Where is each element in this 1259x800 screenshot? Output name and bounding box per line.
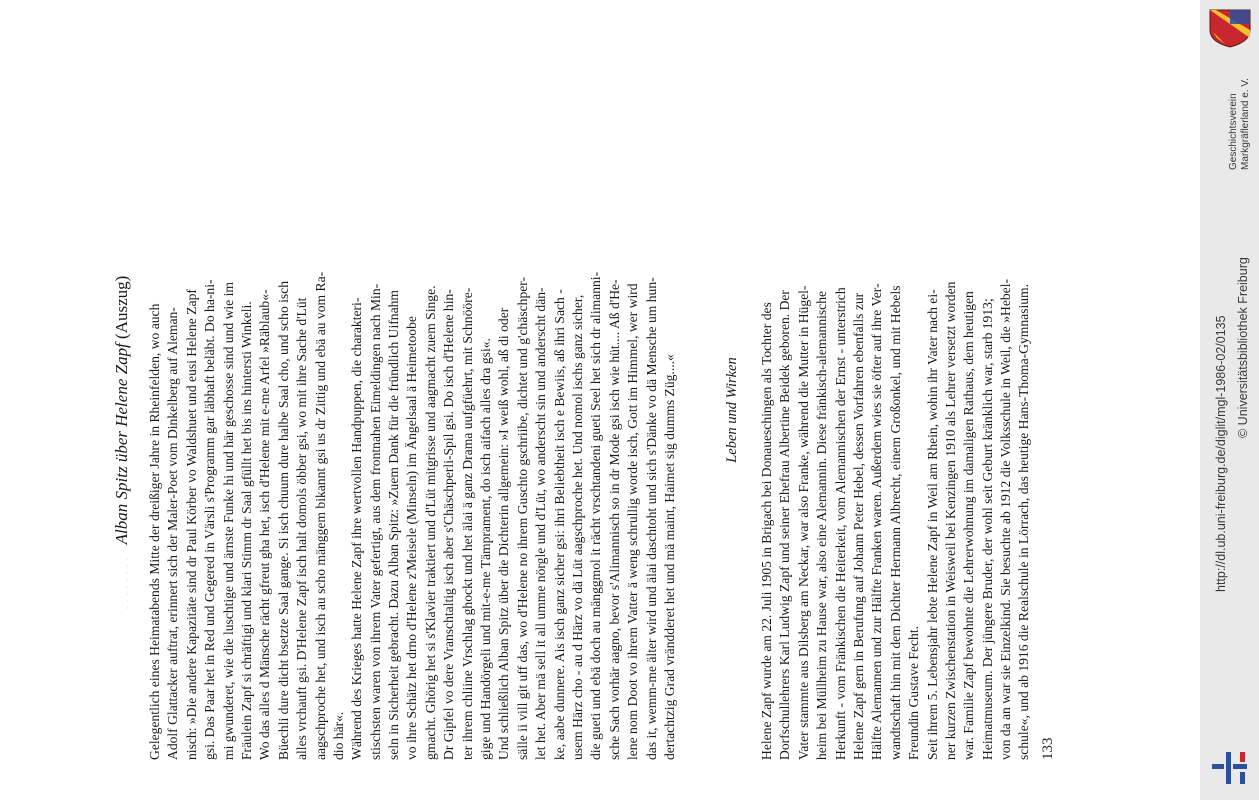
text-line: Dorfschullehrers Karl Ludwig Zapf und seiner Ehefrau Albertine Beidek geboren. Der xyxy=(777,290,793,760)
text-line: Vater stammte aus Dilsberg am Neckar, war also Franke, während die Mutter in Hügel- xyxy=(795,285,811,760)
ub-freiburg-logo-icon xyxy=(1210,748,1254,788)
text-line: ner kurzen Zwischenstation in Weisweil bei Kenzingen 1910 als Lehrer versetzt worden xyxy=(942,281,958,760)
text-line: die gueti und ebä doch au mänggmol it rächt vrschtandeni gueti Seel het sich dr alimanni- xyxy=(588,271,604,760)
society-name: Geschichtsverein Markgräflerland e. V. xyxy=(1228,78,1251,170)
text-line: lene nom Doot vo ihrem Vatter ä weng schrullig worde isch, Gott im Himmel, wer wird xyxy=(625,283,641,760)
text-line: let het. Aber mä sell it all umme nörgle und d'Lüt, wo anderscht sin und anderscht dän- xyxy=(533,287,549,760)
section-heading: Leben und Wirken xyxy=(724,357,740,463)
text-line: alles vrchauft gsi. D'Helene Zapf isch halt domols öbber gsi, wo mit ihre Sache d'Lüt xyxy=(294,297,310,760)
coat-of-arms-icon xyxy=(1207,8,1253,48)
text-line: sälle ii vill git uff das, wo d'Helene no ihrem Guschto gschriibe, dichtet und g'chäschper- xyxy=(514,276,530,760)
text-line: Gelegentlich eines Heimatabends Mitte der dreißiger Jahre in Rheinfelden, wo auch xyxy=(147,303,162,760)
copyright-notice: © Universitätsbibliothek Freiburg xyxy=(1236,257,1250,438)
text-line: sche Sach vorhär aagno, bevor s'Alimannisch so in dr Mode gsi isch wie hüt.... Aß d'He- xyxy=(606,279,622,760)
text-line: von da an war sie Einzelkind. Sie besuchte ab 1912 die Volksschule in Weil, die »Hebel- xyxy=(998,279,1014,760)
text-line: Büechli dure dicht bsetzte Saal gange. Si isch chuum dure halbe Saal cho, und scho isch xyxy=(275,280,291,760)
text-line: Heimatmuseum. Der jüngere Bruder, der wohl seit Geburt kränklich war, starb 1913; xyxy=(979,298,995,760)
text-line: dio här«. xyxy=(330,711,346,760)
text-line: Helene Zapf wurde am 22. Juli 1905 in Brigach bei Donaueschingen als Tochter des xyxy=(759,302,774,760)
text-line: Helene Zapf gern in Berufung auf Johann Peter Hebel, dessen Vorfahren ebenfalls zur xyxy=(850,292,866,760)
text-line: Herkunft - vom Fränkischen die Heiterkeit, vom Alemannischen der Ernst - unterstrich xyxy=(832,287,848,760)
text-line: Adolf Glattacker auftrat, erinnert sich der Maler-Poet vom Dinkelberg auf Aleman- xyxy=(165,307,181,760)
text-line: ter ihrem chliine Vrschlag ghockt und het älai ä ganz Drama uufgfüehrt, mit Schnööre- xyxy=(459,287,475,760)
bleed-through: · · · · · · · · xyxy=(120,557,134,610)
page-content xyxy=(110,60,1070,760)
text-line: Und schließlich Alban Spitz über die Dichterin allgemein: »I weiß wohl, aß di oder xyxy=(496,307,512,760)
text-line: Hälfte Alemannen und zur Hälfte Franken waren. Außerdem wies sie öfter auf ihre Ver- xyxy=(869,283,885,760)
text-line: war. Familie Zapf bewohnte die Lehrerwohnung im damaligen Rathaus, dem heutigen xyxy=(961,291,977,760)
text-line: Während des Krieges hatte Helene Zapf ihre wertvollen Handpuppen, die charakteri- xyxy=(349,297,365,760)
text-line: Freundin Gustave Fecht. xyxy=(906,625,922,760)
text-line: mi gwunderet, wie die luschtige und ärnste Funke hi und här geschosse sind und wie im xyxy=(220,282,236,760)
text-line: gige und Handörgeli und mit-e-me Tämprament, do isch aifach alles dra gsi«. xyxy=(478,338,494,760)
text-line: wandtschaft hin mit dem Dichter Hermann Albrecht, einem Großonkel, und mit Hebels xyxy=(887,285,903,760)
text-line: schule«, und ab 1916 die Realschule in Lörrach, das heutige Hans-Thoma-Gymnasium. xyxy=(1016,283,1032,760)
text-line: das it, wemm-me älter wird und älai daschtoht und sich s'Dänke vo dä Mensche um hun- xyxy=(643,277,659,760)
text-line: gmacht. Ghörig het si s'Klavier traktiert und d'Lüt mitgrisse und aagmacht zuem Singe. xyxy=(422,285,438,760)
text-line: nisch: »Die andere Kapazitäte sind dr Paul Körber vo Waldshuet und eusi Helene Zapf xyxy=(183,289,199,760)
text-line: aagschproche het, und isch au scho mänggem bikannt gsi us dr Zittig und ebä au vom Ra- xyxy=(312,271,328,760)
text-block-part2 xyxy=(758,60,1034,760)
source-url[interactable]: http://dl.ub.uni-freiburg.de/diglit/mgl-1986-02/0135 xyxy=(1214,315,1228,592)
text-line: Wo das alles d Mänsche rächt gfreut gha het, isch d'Helene mit e-me Arfel »Räblaub«- xyxy=(257,289,273,760)
text-block-part1 xyxy=(146,60,679,760)
text-line: Seit ihrem 5. Lebensjahr lebte Helene Zapf in Weil am Rhein, wohin ihr Vater nach ei- xyxy=(924,289,940,760)
text-line: seln in Sicherheit gebracht. Dazu Alban Spitz: »Zuem Dank für die fründlich Uifnahm xyxy=(386,290,402,760)
text-line: dertachtzig Grad vrändderet het und mä maint, Haimet sig dumms Züg....« xyxy=(661,354,677,760)
text-line: gsi. Das Paar het in Red und Gegered in Värsli s'Programm gar läbhaft beläbt. Do ha-ni- xyxy=(202,279,218,760)
page-number: 133 xyxy=(1040,737,1056,760)
text-line: ke, aabe dunnere. Ais isch ganz sicher gsi: ihri Beliebtheit isch e Bewiis, aß ihri Sach - xyxy=(551,289,567,760)
text-line: heim bei Müllheim zu Hause war, also eine Alemannin. Diese fränkisch-alemannische xyxy=(814,290,830,760)
text-line: vo ihre Schätz het drno d'Helene z'Meisele (Minseln) im Ängelsaal ä Heimetoobe xyxy=(404,316,420,760)
text-line: Fräulein Zapf si chräftigi und klari Stimm dr Saal gfüllt het bis ins hintersti Winkeli. xyxy=(238,301,254,760)
page-title: Alban Spitz über Helene Zapf (Auszug) xyxy=(112,275,131,545)
text-line: Dr Gipfel vo dere Vranschtaltig isch aber s'Chäschperli-Spil gsi. Do isch d'Helene hin- xyxy=(441,289,457,760)
text-line: usem Härz cho - au d Härz vo dä Lüt aagschproche het. Und nomol ischs ganz sicher, xyxy=(569,294,585,760)
text-line: stischsten waren von ihrem Vater gefertigt, aus dem frontnahen Eimeldingen nach Min- xyxy=(367,283,383,760)
